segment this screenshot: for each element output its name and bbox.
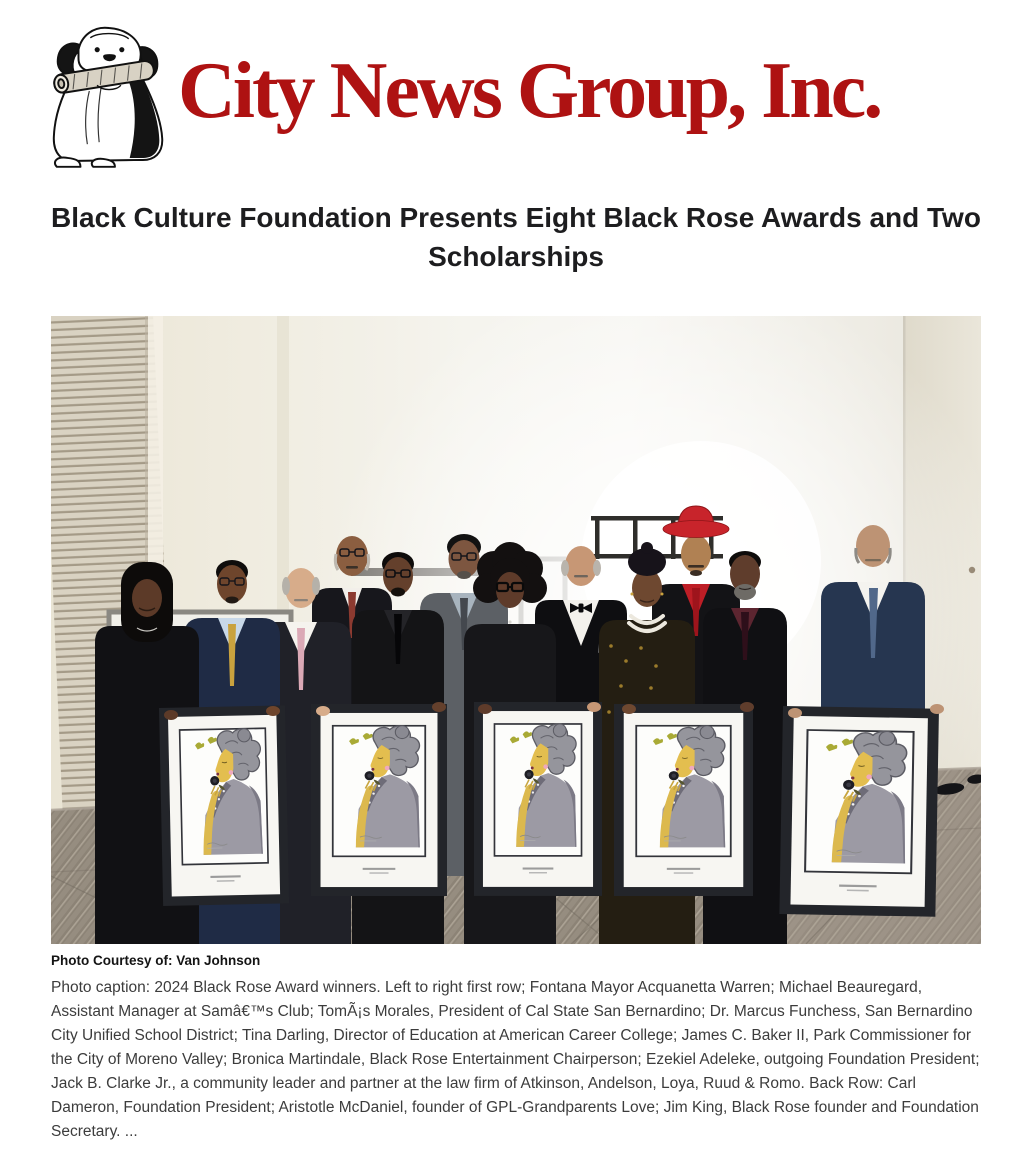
award-frame-1	[159, 705, 289, 906]
article-photo	[51, 316, 981, 944]
site-logo	[0, 0, 1032, 168]
award-frame-4	[614, 704, 753, 896]
award-frame-3	[474, 702, 602, 896]
award-group-photo	[51, 316, 981, 944]
photo-caption: Photo caption: 2024 Black Rose Award winners. Left to right first row; Fontana Mayor Acquanetta Warren; Michael Beauregard, Assistant Manager at Samâ€™s Club; TomÃ¡s Morales, President of Cal State San Bernardino; Dr. Marcus Funchess, San Bernardino City Unified School District; Tina Darling, Director of Education at American Career College; James C. Baker II, Park Commissioner for the City of Moreno Valley; Bronica Martindale, Black Rose Entertainment Chairperson; Ezekiel Adeleke, outgoing Foundation President; Jack B. Clarke Jr., a community leader and partner at the law firm of Atkinson, Andelson, Loya, Ruud & Romo. Back Row: Carl Dameron, Foundation President; Aristotle McDaniel, founder of GPL-Grandparents Love; Jim King, Black Rose founder and Foundation Secretary. ...	[51, 979, 980, 1140]
dog-with-newspaper-icon	[46, 12, 174, 170]
award-frame-5	[779, 706, 939, 917]
award-frame-2	[311, 704, 447, 896]
article-headline: Black Culture Foundation Presents Eight Black Rose Awards and Two Scholarships	[51, 202, 981, 272]
logo-text: City News Group, Inc.	[178, 47, 881, 135]
photo-credit: Photo Courtesy of: Van Johnson	[51, 953, 261, 968]
